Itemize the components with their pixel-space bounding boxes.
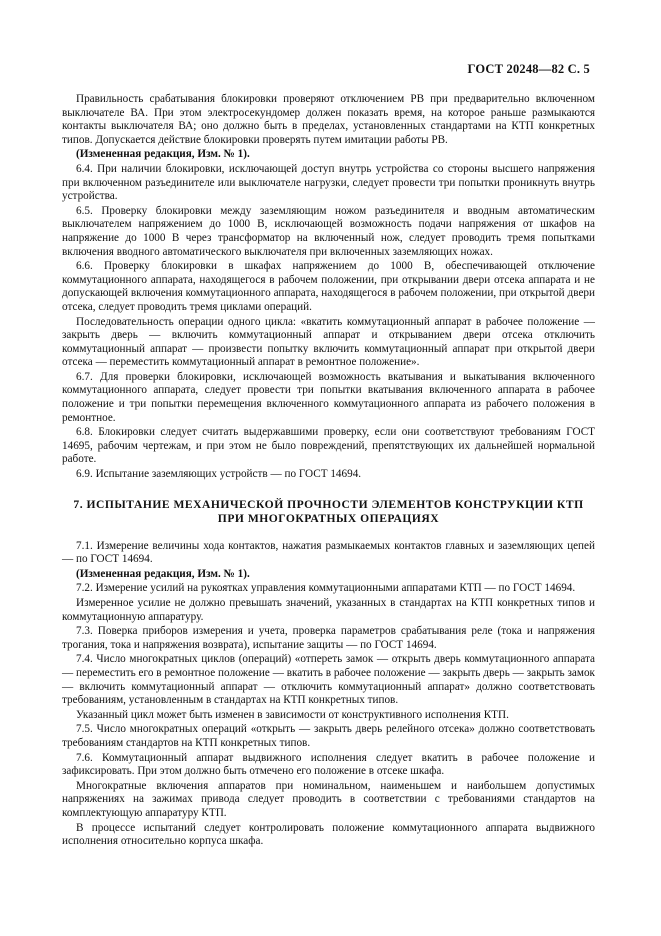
paragraph: Правильность срабатывания блокировки проверяют отключением РВ при предварительно включенном выключателе ВА. При этом электросекундомер должен показать время, на которое раньше размыкаются контакты выключателя ВА; оно должно быть в пределах, установленных стандартами на КТП конкретных типов. Допускается действие блокировки проверять путем имитации работы РВ. xyxy=(62,93,595,146)
paragraph: 6.4. При наличии блокировки, исключающей доступ внутрь устройства со стороны высшего напряжения при включенном разъединителе или выключателе нагрузки, следует провести три попытки проникнуть внутрь устройства. xyxy=(62,162,595,203)
paragraph: 6.7. Для проверки блокировки, исключающей возможность вкатывания и выкатывания включенного коммутационного аппарата, следует провести три попытки вкатывания включенного аппарата в рабочее положение и три попытки перемещения включенного коммутационного аппарата из рабочего положения в ремонтное. xyxy=(62,370,595,424)
paragraph: 6.5. Проверку блокировки между заземляющим ножом разъединителя и вводным автоматическим выключателем напряжением до 1000 В, исключающей возможность подачи напряжения от шкафов на напряжение до 1000 В через трансформатор на включенный нож, следует проводить тремя попытками включения вводного автоматического выключателя при включенных заземляющих ножах. xyxy=(62,204,595,258)
paragraph: Последовательность операции одного цикла: «вкатить коммутационный аппарат в рабочее положение — закрыть дверь — включить коммутационный аппарат и открыванием двери отсека отключить коммутационный аппарат — произвести попытку включить коммутационный аппарат при открытой двери отсека — переместить коммутационный аппарат в ремонтное положение». xyxy=(62,315,595,369)
document-body xyxy=(62,93,595,850)
section-7 xyxy=(62,540,595,849)
paragraph: 7.6. Коммутационный аппарат выдвижного исполнения следует вкатить в рабочее положение и зафиксировать. При этом должно быть отмечено его положение в отсеке шкафа. xyxy=(62,751,595,778)
amendment-note: (Измененная редакция, Изм. № 1). xyxy=(76,148,250,161)
amendment-note: (Измененная редакция, Изм. № 1). xyxy=(76,567,250,580)
section-7-title-line-1: 7. ИСПЫТАНИЕ МЕХАНИЧЕСКОЙ ПРОЧНОСТИ ЭЛЕМЕНТОВ КОНСТРУКЦИИ КТП xyxy=(73,497,584,511)
paragraph: 6.6. Проверку блокировки в шкафах напряжением до 1000 В, обеспечивающей отключение коммутационного аппарата, находящегося в рабочем положении, при открывании двери отсека аппарата и не допускающей включения коммутационного аппарата, находящегося в рабочем положении, при открытой двери отсека, следует проводить тремя циклами операций. xyxy=(62,260,595,313)
paragraph: Указанный цикл может быть изменен в зависимости от конструктивного исполнения КТП. xyxy=(76,708,509,721)
paragraph: 7.4. Число многократных циклов (операций) «отпереть замок — открыть дверь коммутационного аппарата — переместить его в ремонтное положение — вкатить в рабочее положение — закрыть дверь — закрыть замок — включить коммутационный аппарат — отключить коммутационный аппарат» должно соответствовать требованиям, установленным в стандартах на КТП конкретных типов. xyxy=(62,653,595,707)
paragraph: В процессе испытаний следует контролировать положение коммутационного аппарата выдвижного исполнения относительно корпуса шкафа. xyxy=(62,821,595,848)
section-6 xyxy=(62,93,595,482)
paragraph: 6.8. Блокировки следует считать выдержавшими проверку, если они соответствуют требованиям ГОСТ 14695, рабочим чертежам, и при этом не было повреждений, препятствующих их дальнейшей нормальной работе. xyxy=(62,426,595,466)
paragraph: 7.1. Измерение величины хода контактов, нажатия размыкаемых контактов главных и заземляющих цепей — по ГОСТ 14694. xyxy=(62,539,595,566)
page-header: ГОСТ 20248—82 С. 5 xyxy=(467,62,590,76)
section-7-title-line-2: ПРИ МНОГОКРАТНЫХ ОПЕРАЦИЯХ xyxy=(217,511,440,525)
paragraph: Многократные включения аппаратов при номинальном, наименьшем и наибольшем допустимых напряжениях на зажимах привода следует проводить в соответствии с требованиями стандартов на комплектующую аппаратуру КТП. xyxy=(62,779,595,819)
paragraph: 7.3. Поверка приборов измерения и учета, проверка параметров срабатывания реле (тока и напряжения трогания, тока и напряжения возврата), испытание защиты — по ГОСТ 14694. xyxy=(62,625,595,651)
paragraph: 7.2. Измерение усилий на рукоятках управления коммутационными аппаратами КТП — по ГОСТ 14694. xyxy=(76,582,576,595)
paragraph: Измеренное усилие не должно превышать значений, указанных в стандартах на КТП конкретных типов и коммутационную аппаратуру. xyxy=(62,597,595,623)
section-7-title xyxy=(62,498,595,526)
paragraph: 7.5. Число многократных операций «открыть — закрыть дверь релейного отсека» должно соответствовать требованиям стандартов на КТП конкретных типов. xyxy=(62,723,595,749)
paragraph: 6.9. Испытание заземляющих устройств — по ГОСТ 14694. xyxy=(76,468,362,481)
